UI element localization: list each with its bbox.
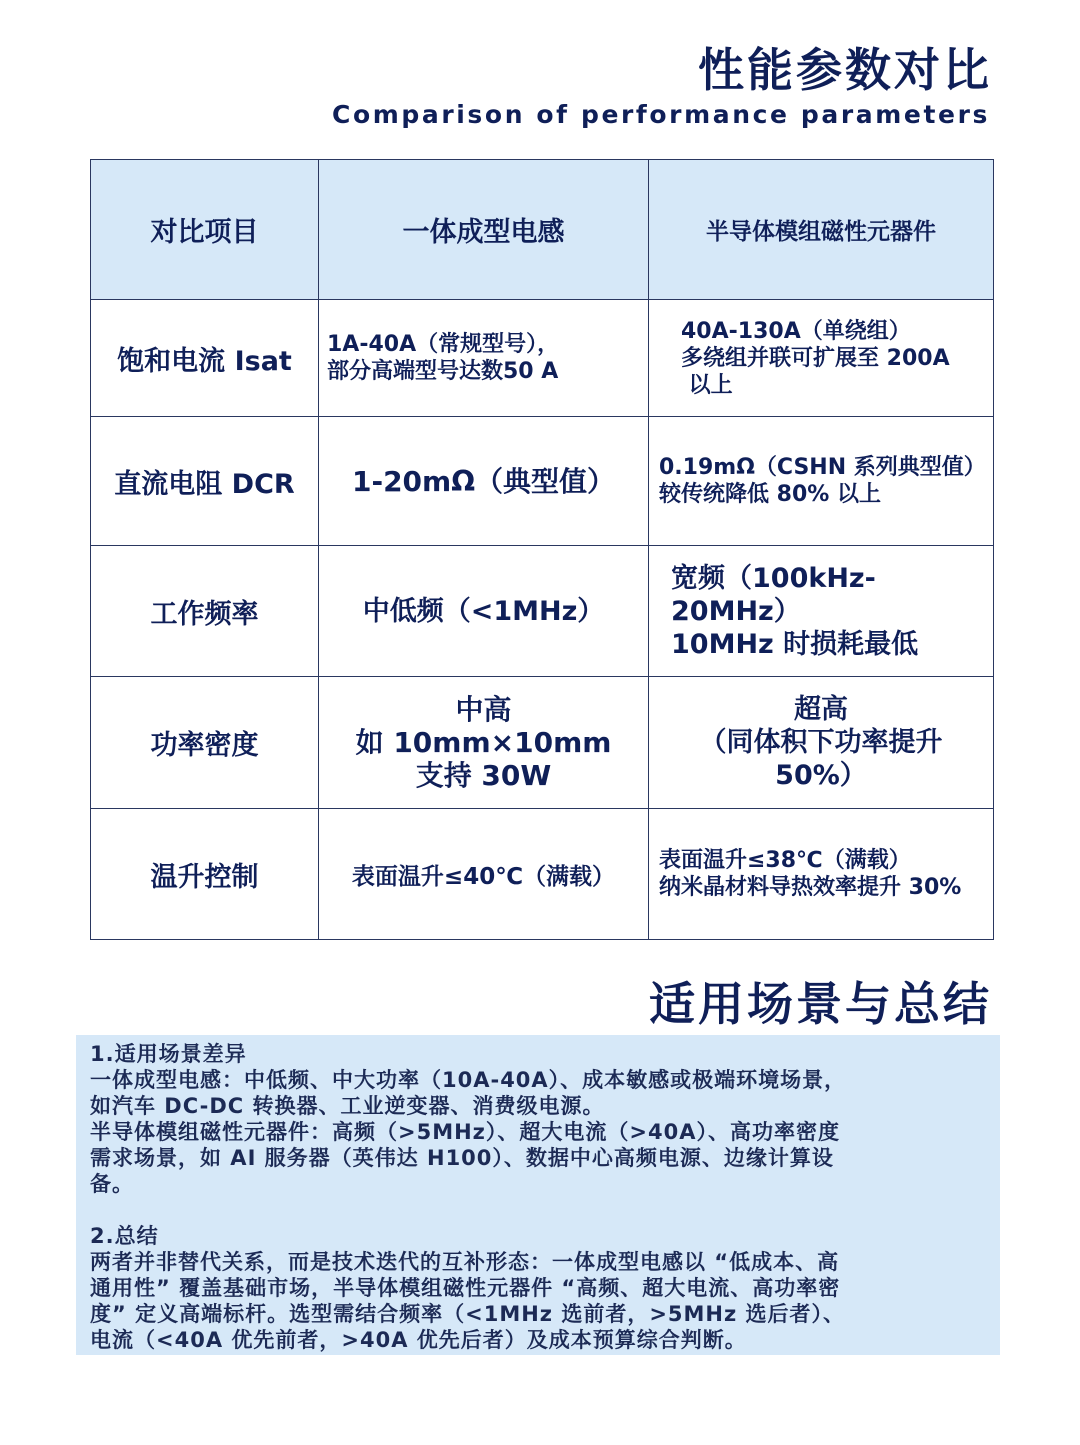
cell-line: 0.19mΩ（CSHN 系列典型值） (659, 455, 986, 480)
section-title: 适用场景与总结 (649, 977, 992, 1031)
row-label: 工作频率 (91, 546, 319, 677)
row-label: 直流电阻 DCR (91, 417, 319, 546)
cell-line: 多绕组并联可扩展至 200A (681, 345, 950, 371)
header-integrated-inductor: 一体成型电感 (319, 160, 649, 300)
table-row (91, 677, 994, 809)
cell-line: 1-20mΩ（典型值） (351, 464, 616, 498)
table-row (91, 809, 994, 940)
cell-line: 宽频（100kHz-20MHz） (671, 562, 876, 627)
comparison-table (90, 159, 994, 940)
cell-line: 40A-130A（单绕组） (681, 318, 911, 344)
summary-heading: 2.总结 (90, 1224, 159, 1248)
cell-line: 1A-40A（常规型号）， (327, 332, 560, 357)
cell-line: 表面温升≤38℃（满载） (659, 848, 911, 873)
cell-line: 以上 (681, 372, 733, 398)
cell-line: 表面温升≤40℃（满载） (351, 863, 616, 890)
summary-line: 两者并非替代关系，而是技术迭代的互补形态：一体成型电感以 “低成本、高 (90, 1250, 840, 1274)
table-cell (649, 300, 994, 417)
summary-line: 半导体模组磁性元器件：高频（>5MHz）、超大电流（>40A）、高功率密度 (90, 1120, 840, 1144)
summary-heading: 1.适用场景差异 (90, 1042, 247, 1066)
table-cell (319, 809, 649, 940)
table-cell (319, 677, 649, 809)
summary-line: 需求场景，如 AI 服务器（英伟达 H100）、数据中心高频电源、边缘计算设 (90, 1146, 834, 1170)
table-row (91, 417, 994, 546)
row-label: 功率密度 (91, 677, 319, 809)
table-row (91, 546, 994, 677)
summary-line: 一体成型电感：中低频、中大功率（10A-40A）、成本敏感或极端环境场景， (90, 1068, 847, 1092)
cell-line: 较传统降低 80% 以上 (659, 482, 881, 507)
table-cell (649, 677, 994, 809)
table-cell (649, 546, 994, 677)
header-semiconductor-module: 半导体模组磁性元器件 (649, 160, 994, 300)
header-item: 对比项目 (91, 160, 319, 300)
table-cell (319, 300, 649, 417)
page-title: 性能参数对比 (698, 43, 992, 97)
cell-line: 中低频（<1MHz） (362, 595, 605, 627)
cell-line: 中高 (455, 693, 512, 726)
row-label: 温升控制 (91, 809, 319, 940)
summary-line: 备。 (90, 1172, 134, 1196)
cell-line: （同体积下功率提升 50%） (699, 727, 943, 791)
table-header-row (91, 160, 994, 300)
summary-line: 电流（<40A 优先前者，>40A 优先后者）及成本预算综合判断。 (90, 1328, 747, 1352)
summary-text (90, 1041, 998, 1353)
table-cell (319, 417, 649, 546)
table-cell (649, 809, 994, 940)
cell-line: 支持 30W (415, 759, 552, 792)
summary-box (76, 1035, 1000, 1355)
cell-line: 部分高端型号达数50 A (327, 359, 559, 384)
table-cell (319, 546, 649, 677)
summary-line: 通用性” 覆盖基础市场，半导体模组磁性元器件 “高频、超大电流、高功率密 (90, 1276, 841, 1300)
row-label: 饱和电流 Isat (91, 300, 319, 417)
page-subtitle: Comparison of performance parameters (332, 100, 990, 129)
cell-line: 如 10mm×10mm (355, 726, 612, 759)
summary-line: 度” 定义高端标杆。选型需结合频率（<1MHz 选前者，>5MHz 选后者）、 (90, 1302, 846, 1326)
table-row (91, 300, 994, 417)
cell-line: 10MHz 时损耗最低 (671, 628, 919, 660)
cell-line: 超高 (794, 694, 848, 725)
summary-spacer (90, 1197, 998, 1223)
summary-line: 如汽车 DC-DC 转换器、工业逆变器、消费级电源。 (90, 1094, 605, 1118)
cell-line: 纳米晶材料导热效率提升 30% (659, 875, 962, 900)
table-cell (649, 417, 994, 546)
